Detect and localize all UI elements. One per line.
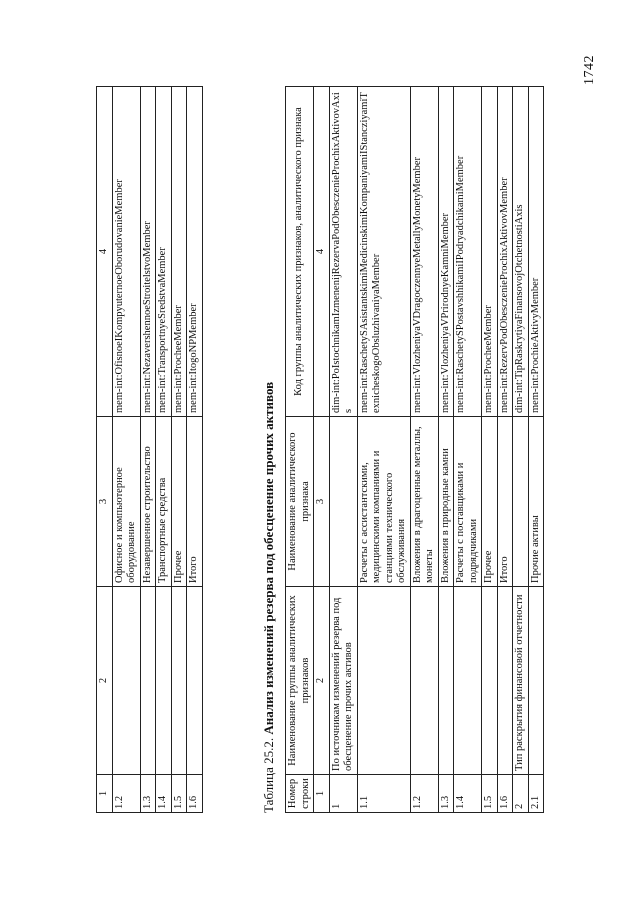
group-name xyxy=(482,587,498,775)
group-name xyxy=(497,587,513,775)
column-number: 2 xyxy=(314,587,330,775)
feature-name: Незавершенное строительство xyxy=(140,417,156,587)
column-number: 1 xyxy=(97,775,113,813)
header-group-name: Наименование группы аналитических признаков xyxy=(286,587,314,775)
feature-code: mem-int:RaschetySPostavshhikamiIPodryadchikamiMember xyxy=(454,87,482,417)
feature-code: mem-int:NezavershennoeStroitelstvoMember xyxy=(140,87,156,417)
table-caption-title: Анализ изменений резерва под обесценение прочих активов xyxy=(261,381,276,735)
group-name xyxy=(357,587,410,775)
table-row xyxy=(528,87,544,813)
table-row xyxy=(513,87,529,813)
row-number: 1.3 xyxy=(140,775,156,813)
feature-name: Офисное и компьютерное оборудование xyxy=(112,417,140,587)
feature-code: mem-int:VlozheniyaVPrirodnyeKamniMember xyxy=(438,87,454,417)
column-number-row xyxy=(314,87,330,813)
feature-code: mem-int:ProcheeMember xyxy=(482,87,498,417)
row-number: 1 xyxy=(329,775,357,813)
feature-code: mem-int:ProcheeMember xyxy=(171,87,187,417)
header-feature-name: Наименование аналитического признака xyxy=(286,417,314,587)
group-name xyxy=(410,587,438,775)
row-number: 1.2 xyxy=(112,775,140,813)
header-row xyxy=(286,87,314,813)
table-row xyxy=(497,87,513,813)
table-row xyxy=(454,87,482,813)
feature-name: Вложения в природные камни xyxy=(438,417,454,587)
group-name: По источникам изменений резерва под обесценение прочих активов xyxy=(329,587,357,775)
table-caption xyxy=(261,382,277,813)
column-number-row xyxy=(97,87,113,813)
table-row xyxy=(482,87,498,813)
feature-name xyxy=(329,417,357,587)
feature-name xyxy=(513,417,529,587)
feature-name: Прочее xyxy=(171,417,187,587)
header-code: Код группы аналитических признаков, аналитического признака xyxy=(286,87,314,417)
group-name: Тип раскрытия финансовой отчетности xyxy=(513,587,529,775)
column-number: 4 xyxy=(314,87,330,417)
feature-code: mem-int:ItogoNPMember xyxy=(187,87,203,417)
group-name xyxy=(140,587,156,775)
feature-code: mem-int:RaschetySAsistantskimiMedicinskimiKompaniyamiIStancziyamiTexnicheskogoObsluzhivaniyaMember xyxy=(357,87,410,417)
row-number: 1.1 xyxy=(357,775,410,813)
table-caption-label: Таблица 25.2. xyxy=(261,737,276,813)
group-name xyxy=(528,587,544,775)
table-continuation xyxy=(96,86,203,813)
feature-code: mem-int:TransportnyeSredstvaMember xyxy=(156,87,172,417)
group-name xyxy=(187,587,203,775)
group-name xyxy=(156,587,172,775)
feature-name: Вложения в драгоценные металлы, монеты xyxy=(410,417,438,587)
table-row xyxy=(140,87,156,813)
column-number: 4 xyxy=(97,87,113,417)
group-name xyxy=(171,587,187,775)
table-row xyxy=(357,87,410,813)
feature-code: mem-int:VlozheniyaVDragoczennyeMetallyMonetyMember xyxy=(410,87,438,417)
feature-code: mem-int:ProchieAktivyMember xyxy=(528,87,544,417)
table-row xyxy=(438,87,454,813)
feature-code: mem-int:OfisnoeIKompyuternoeOborudovanieMember xyxy=(112,87,140,417)
feature-code: dim-int:PoIstochnikamIzmenenijRezervaPodObesczenieProchixAktivovAxis xyxy=(329,87,357,417)
column-number: 2 xyxy=(97,587,113,775)
row-number: 1.6 xyxy=(187,775,203,813)
group-name xyxy=(454,587,482,775)
row-number: 1.4 xyxy=(454,775,482,813)
feature-code: mem-int:RezervPodObesczenieProchixAktivovMember xyxy=(497,87,513,417)
feature-name: Итого xyxy=(187,417,203,587)
row-number: 1.5 xyxy=(482,775,498,813)
feature-name: Прочие активы xyxy=(528,417,544,587)
table-row xyxy=(156,87,172,813)
column-number: 3 xyxy=(97,417,113,587)
feature-name: Расчеты с ассистантскими, медицинскими компаниями и станциями технического обслуживания xyxy=(357,417,410,587)
table-row xyxy=(187,87,203,813)
page-number: 1742 xyxy=(582,55,597,85)
feature-name: Транспортные средства xyxy=(156,417,172,587)
table-row xyxy=(410,87,438,813)
feature-name: Прочее xyxy=(482,417,498,587)
row-number: 2 xyxy=(513,775,529,813)
column-number: 3 xyxy=(314,417,330,587)
row-number: 1.2 xyxy=(410,775,438,813)
row-number: 1.5 xyxy=(171,775,187,813)
table-row xyxy=(112,87,140,813)
feature-code: dim-int:TipRaskrytiyaFinansovojOtchetnostiAxis xyxy=(513,87,529,417)
table-row xyxy=(329,87,357,813)
group-name xyxy=(438,587,454,775)
column-number: 1 xyxy=(314,775,330,813)
row-number: 2.1 xyxy=(528,775,544,813)
table-25-2 xyxy=(285,86,544,813)
header-row-number: Номер строки xyxy=(286,775,314,813)
table-row xyxy=(171,87,187,813)
feature-name: Итого xyxy=(497,417,513,587)
row-number: 1.6 xyxy=(497,775,513,813)
row-number: 1.4 xyxy=(156,775,172,813)
group-name xyxy=(112,587,140,775)
row-number: 1.3 xyxy=(438,775,454,813)
feature-name: Расчеты с поставщиками и подрядчиками xyxy=(454,417,482,587)
